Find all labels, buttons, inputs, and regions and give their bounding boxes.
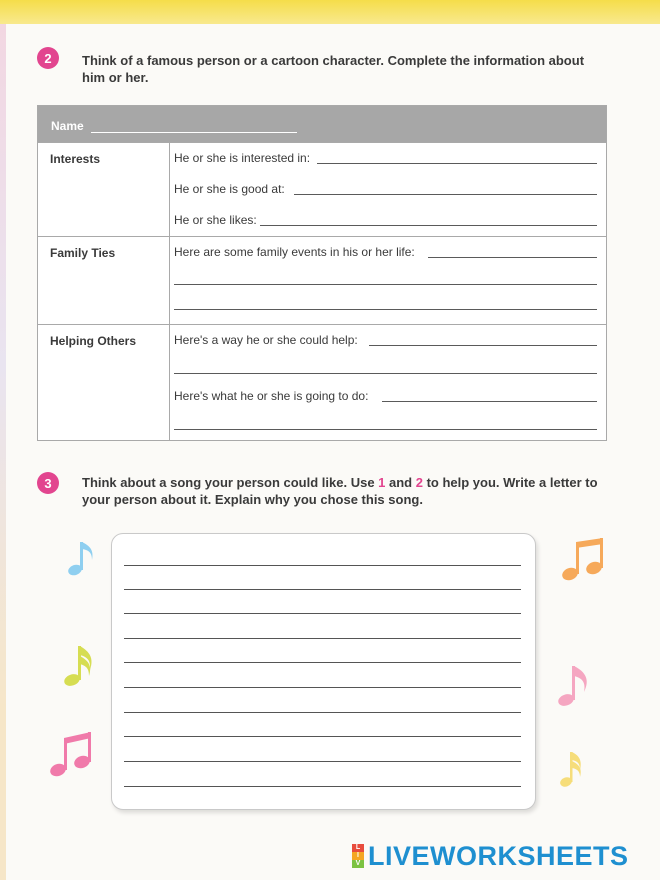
- liveworksheets-logo-icon: [352, 844, 364, 868]
- row-interests: [38, 142, 606, 236]
- letter-line[interactable]: [124, 638, 521, 639]
- ref-activity-2: 2: [415, 475, 423, 490]
- music-note-green-icon: [62, 642, 98, 688]
- answer-line-family-2[interactable]: [174, 284, 597, 285]
- row-heading-interests: Interests: [50, 152, 101, 166]
- letter-line[interactable]: [124, 613, 521, 614]
- instruction-text-and: and: [385, 475, 416, 490]
- prompt-good-at: He or she is good at:: [174, 182, 285, 196]
- answer-line-do-1[interactable]: [382, 401, 597, 402]
- answer-line-likes[interactable]: [260, 225, 597, 226]
- instruction-text-1: Think about a song your person could like. Use: [82, 475, 379, 490]
- letter-line[interactable]: [124, 565, 521, 566]
- music-note-pink-light-icon: [556, 660, 596, 708]
- info-table: [37, 105, 607, 441]
- letter-line[interactable]: [124, 662, 521, 663]
- name-input-line[interactable]: [91, 132, 297, 133]
- liveworksheets-brand: [352, 842, 629, 870]
- section-3-instruction: [82, 474, 612, 508]
- letter-writing-box: [111, 533, 536, 810]
- answer-line-good-at[interactable]: [294, 194, 597, 195]
- prompt-going-to-do: Here's what he or she is going to do:: [174, 389, 369, 403]
- answer-line-help-2[interactable]: [174, 373, 597, 374]
- prompt-family-events: Here are some family events in his or her life:: [174, 245, 415, 259]
- letter-line[interactable]: [124, 736, 521, 737]
- top-color-band: [0, 0, 660, 24]
- prompt-likes: He or she likes:: [174, 213, 257, 227]
- letter-line[interactable]: [124, 786, 521, 787]
- answer-line-do-2[interactable]: [174, 429, 597, 430]
- logo-letter: L: [352, 844, 364, 852]
- name-row: [38, 106, 606, 142]
- logo-letter: V: [352, 860, 364, 868]
- music-note-pink-icon: [48, 730, 92, 780]
- section-2-instruction: Think of a famous person or a cartoon character. Complete the information about him or her.: [82, 53, 585, 85]
- prompt-interested-in: He or she is interested in:: [174, 151, 311, 165]
- music-note-orange-icon: [560, 534, 604, 584]
- ref-activity-1: 1: [378, 475, 386, 490]
- music-note-blue-icon: [66, 536, 100, 578]
- row-heading-family-ties: Family Ties: [50, 246, 116, 260]
- logo-letter: I: [352, 852, 364, 860]
- answer-line-family-3[interactable]: [174, 309, 597, 310]
- instruction-text-2: to help you. Write a letter to your person about it. Explain why you chose this song.: [82, 475, 598, 507]
- liveworksheets-wordmark: LIVEWORKSHEETS: [368, 840, 629, 871]
- section-2-badge: 2: [37, 47, 59, 69]
- answer-line-interested-in[interactable]: [317, 163, 597, 164]
- answer-line-family-1[interactable]: [428, 257, 597, 258]
- letter-line[interactable]: [124, 761, 521, 762]
- letter-line[interactable]: [124, 712, 521, 713]
- letter-line[interactable]: [124, 687, 521, 688]
- music-note-yellow-icon: [558, 748, 584, 790]
- row-heading-helping-others: Helping Others: [50, 334, 137, 348]
- letter-line[interactable]: [124, 589, 521, 590]
- answer-line-help-1[interactable]: [369, 345, 597, 346]
- section-3-badge: 3: [37, 472, 59, 494]
- row-family-ties: [38, 236, 606, 324]
- name-label: Name: [51, 119, 84, 133]
- left-color-strip: [0, 24, 6, 880]
- prompt-way-to-help: Here's a way he or she could help:: [174, 333, 358, 347]
- row-helping-others: [38, 324, 606, 440]
